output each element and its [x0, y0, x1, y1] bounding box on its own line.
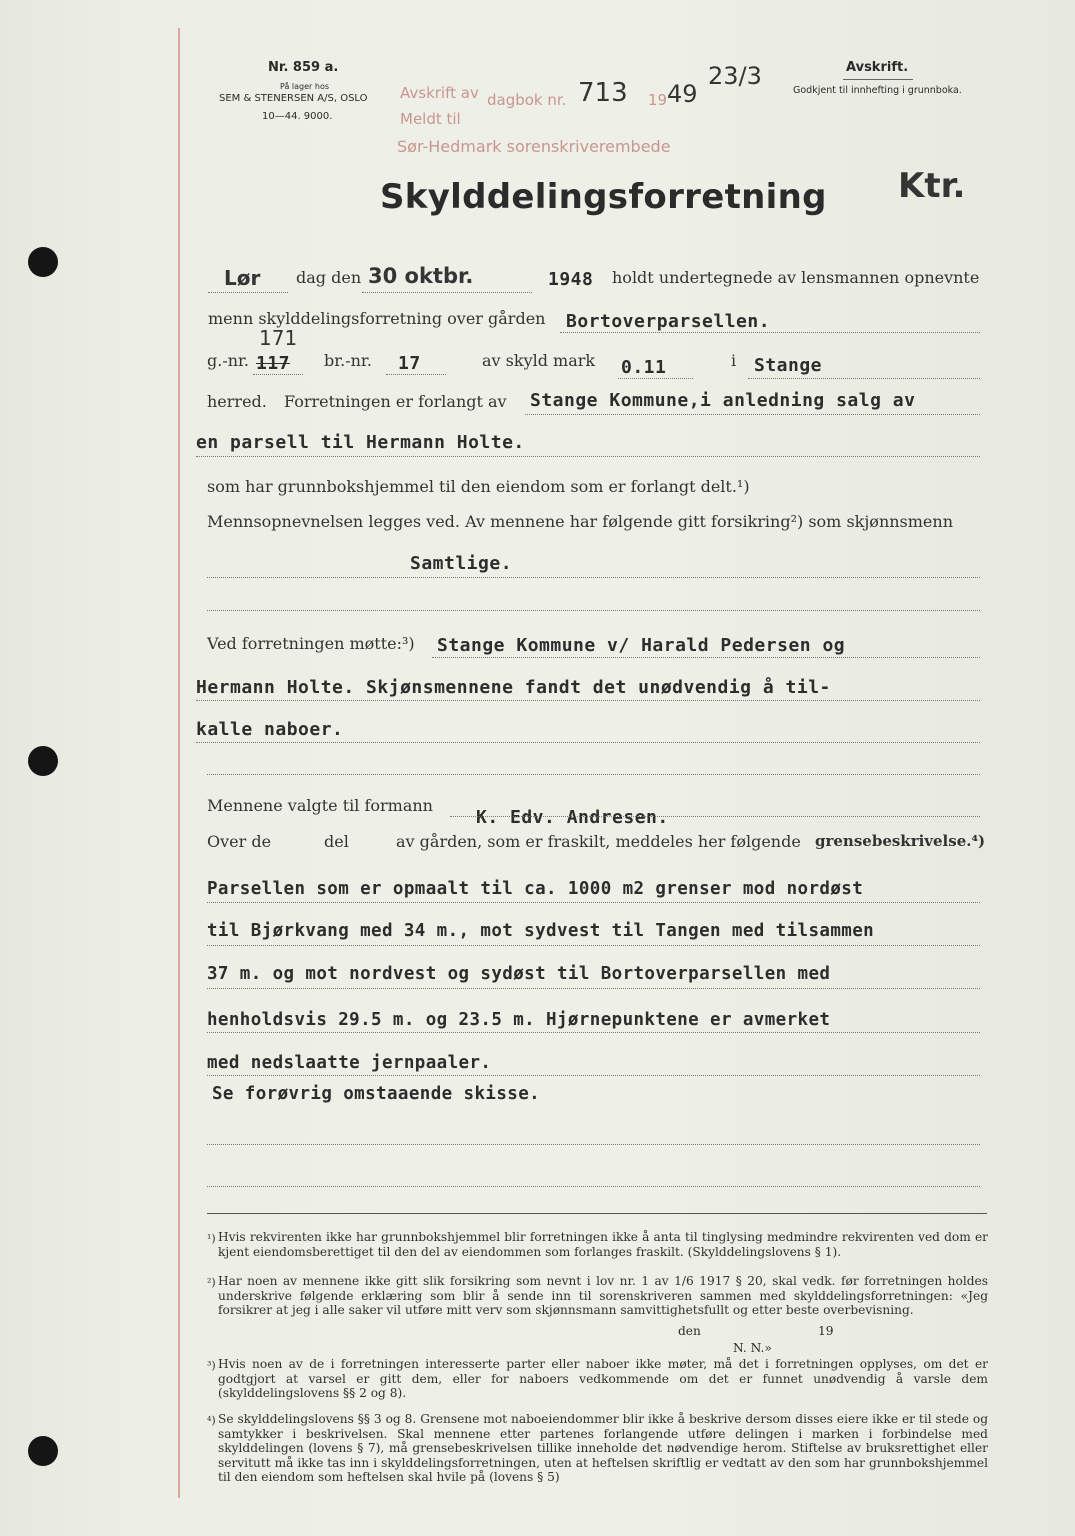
grunnbok-text: som har grunnbokshjemmel til den eiendom som er forlangt delt.¹) [207, 477, 750, 496]
grense-line-4: henholdsvis 29.5 m. og 23.5 m. Hjørnepunktene er avmerket [207, 1010, 831, 1030]
grense-dotline-5 [207, 1075, 980, 1076]
mote-value-3: kalle naboer. [196, 719, 344, 740]
blank-dotline-2 [207, 774, 980, 775]
footnote-1-mark: ¹) [207, 1232, 216, 1245]
forsikring-value: Samtlige. [410, 553, 513, 574]
footnote-2-den: den [678, 1324, 701, 1338]
blank-dotline-4 [207, 1186, 980, 1187]
over-de-label: Over de [207, 832, 272, 851]
blank-dotline-3 [207, 1144, 980, 1145]
formann-dotline [450, 816, 980, 817]
footnote-1: Hvis rekvirenten ikke har grunnbokshjemmel blir forretningen ikke å anta til tinglysing medmindre rekvirenten ved dom er kjent eiendomsberettiget til den del av eiendommen som forlanges fraskilt. (Skylddelingslovens § 1). [218, 1230, 988, 1259]
grense-line-3: 37 m. og mot nordvest og sydøst til Bortoverparsellen med [207, 964, 831, 984]
footnote-separator [207, 1213, 987, 1214]
del-label: del [324, 832, 349, 851]
held-text: holdt undertegnede av lensmannen opnevnte [612, 268, 980, 287]
footnote-2-mark: ²) [207, 1276, 216, 1289]
form-number: Nr. 859 a. [268, 60, 339, 75]
avskrift-label: Avskrift. [846, 60, 909, 75]
mote-dotline-3 [196, 742, 980, 743]
date-hand: 23/3 [708, 62, 762, 90]
line2-text: menn skylddelingsforretning over gården [208, 309, 546, 328]
grense-dotline-3 [207, 988, 980, 989]
herred-value: Stange [754, 355, 823, 376]
requested-dotline [525, 414, 980, 415]
punch-hole-bottom [28, 1436, 58, 1466]
stamp-meldt-til: Meldt til [400, 110, 461, 128]
punch-hole-top [28, 247, 58, 277]
skyld-label: av skyld mark [482, 351, 596, 370]
requested-cont-dotline [196, 456, 980, 457]
year-hand: 49 [667, 80, 698, 108]
mote-value-1: Stange Kommune v/ Harald Pedersen og [437, 635, 846, 656]
stamp-avskrift-av: Avskrift av [400, 84, 479, 102]
requested-label: Forretningen er forlangt av [284, 392, 507, 411]
footnote-2-nn: N. N.» [733, 1341, 772, 1355]
page-title: Skylddelingsforretning [380, 177, 827, 217]
day-dotline [208, 292, 288, 293]
date-dotline [362, 292, 532, 293]
mote-label: Ved forretningen møtte:³) [207, 634, 415, 653]
grense-dotline-1 [207, 902, 980, 903]
i-label: i [731, 351, 737, 370]
formann-value: K. Edv. Andresen. [476, 807, 669, 828]
footnote-3-mark: ³) [207, 1359, 216, 1372]
skyld-value: 0.11 [621, 357, 667, 378]
farm-dotline [560, 332, 980, 333]
footnote-4-mark: ⁴) [207, 1414, 216, 1427]
grense-line-2: til Bjørkvang med 34 m., mot sydvest til Tangen med tilsammen [207, 921, 875, 941]
day-value: Lør [224, 266, 261, 290]
printer-line-1: På lager hos [280, 82, 329, 91]
grense-line-5: med nedslaatte jernpaaler. [207, 1053, 492, 1073]
gnr-hand: 171 [259, 326, 298, 350]
dagbok-number: 713 [578, 78, 628, 108]
red-margin-line [178, 28, 180, 1498]
brnr-dotline [386, 374, 446, 375]
title-mark: Ktr. [898, 166, 966, 206]
printer-line-2: SEM & STENERSEN A/S, OSLO [219, 93, 368, 104]
gnr-struck: 117 [256, 353, 291, 374]
footnote-2: Har noen av mennene ikke gitt slik forsikring som nevnt i lov nr. 1 av 1/6 1917 § 20, skal vedk. før forretningen holdes underskrive følgende erklæring som blir å sende inn til sorenskriveren sammen med skylddelingsforretningen: «Jeg forsikrer at jeg i alle saker vil utføre mitt verv som skjønnsmann samvittighetsfullt og etter beste overbevisning. [218, 1274, 988, 1318]
gnr-label: g.-nr. [207, 351, 250, 370]
godkjent-text: Godkjent til innhefting i grunnboka. [793, 85, 962, 96]
forsikring-dotline [207, 577, 980, 578]
footnote-4: Se skylddelingslovens §§ 3 og 8. Grensene mot naboeiendommer blir ikke å beskrive dersom disses eiere ikke er til stede og samtykker i beskrivelsen. Skal mennene etter partenes forlangende utføre delingen i marken i forbindelse med skylddelingen (lovens § 7), må grensebeskrivelsen tillike inneholde det nødvendige herom. Stiftelse av bruksrettighet eller servitutt må ikke tas inn i skylddelingsforretningen, uten at heftelsen skriftlig er vedtatt av den som har grunnbokshjemmel til den eiendom som heftelsen skal hvile på (lovens § 5) [218, 1412, 988, 1485]
menns-text: Mennsopnevnelsen legges ved. Av mennene har følgende gitt forsikring²) som skjønnsmenn [207, 512, 954, 531]
brnr-label: br.-nr. [324, 351, 372, 370]
grense-line-6: Se forøvrig omstaaende skisse. [212, 1084, 541, 1104]
farm-name: Bortoverparsellen. [566, 311, 771, 332]
skyld-dotline [618, 378, 693, 379]
punch-hole-middle [28, 746, 58, 776]
formann-label: Mennene valgte til formann [207, 796, 433, 815]
brnr-value: 17 [398, 353, 421, 374]
stamp-year-prefix: 19 [648, 91, 668, 109]
grense-dotline-4 [207, 1032, 980, 1033]
requested-value: Stange Kommune,i anledning salg av [530, 390, 916, 411]
avskrift-underline [843, 79, 913, 80]
blank-dotline-1 [207, 610, 980, 611]
dag-den-label: dag den [296, 268, 362, 287]
over-text: av gården, som er fraskilt, meddeles her følgende [396, 832, 801, 851]
herred-label: herred. [207, 392, 267, 411]
mote-dotline-2 [196, 700, 980, 701]
footnote-2-19: 19 [818, 1324, 834, 1338]
printer-line-3: 10—44. 9000. [262, 111, 333, 122]
herred-dotline [748, 378, 980, 379]
stamp-office: Sør-Hedmark sorenskriverembede [397, 137, 671, 156]
mote-value-2: Hermann Holte. Skjønsmennene fandt det unødvendig å til- [196, 677, 831, 698]
gnr-dotline [253, 374, 303, 375]
grense-line-1: Parsellen som er opmaalt til ca. 1000 m2 grenser mod nordøst [207, 879, 864, 899]
grense-label: grensebeskrivelse.⁴) [815, 832, 986, 850]
mote-dotline-1 [432, 657, 980, 658]
requested-cont: en parsell til Hermann Holte. [196, 432, 525, 453]
date-value: 30 oktbr. [368, 264, 474, 288]
stamp-dagbok-label: dagbok nr. [487, 91, 567, 109]
year-value: 1948 [548, 269, 594, 290]
footnote-3: Hvis noen av de i forretningen interesserte parter eller naboer ikke møter, må det i forretningen opplyses, om det er godtgjort at varsel er gitt dem, eller for naboers vedkommende om det er funnet unødvendig å varsle dem (skylddelingslovens §§ 2 og 8). [218, 1357, 988, 1401]
grense-dotline-2 [207, 945, 980, 946]
